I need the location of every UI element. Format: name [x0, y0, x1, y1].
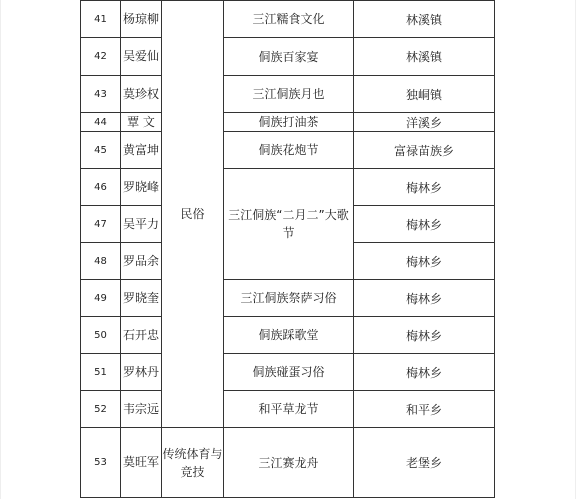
row-number: 42 — [81, 38, 121, 76]
table-row — [81, 38, 495, 76]
table-row — [81, 391, 495, 428]
township: 洋溪乡 — [354, 113, 495, 132]
inheritor-name: 杨琼柳 — [121, 1, 162, 38]
heritage-item: 三江侗族月也 — [224, 76, 354, 113]
table-row — [81, 428, 495, 498]
inheritor-name: 黄富坤 — [121, 132, 162, 169]
heritage-item: 侗族打油茶 — [224, 113, 354, 132]
township: 梅林乡 — [354, 317, 495, 354]
category-cell: 传统体育与竞技 — [162, 428, 224, 498]
inheritor-name: 覃 文 — [121, 113, 162, 132]
township: 林溪镇 — [354, 38, 495, 76]
row-number: 41 — [81, 1, 121, 38]
table-row — [81, 1, 495, 38]
inheritor-name: 罗林丹 — [121, 354, 162, 391]
row-number: 48 — [81, 243, 121, 280]
heritage-item: 三江侗族“二月二”大歌节 — [224, 169, 354, 280]
township: 梅林乡 — [354, 280, 495, 317]
inheritor-name: 罗晓奎 — [121, 280, 162, 317]
township: 老堡乡 — [354, 428, 495, 498]
township: 富禄苗族乡 — [354, 132, 495, 169]
township: 独峒镇 — [354, 76, 495, 113]
row-number: 45 — [81, 132, 121, 169]
row-number: 47 — [81, 206, 121, 243]
heritage-item: 三江糯食文化 — [224, 1, 354, 38]
table-row — [81, 113, 495, 132]
inheritor-name: 罗品余 — [121, 243, 162, 280]
inheritor-name: 莫旺军 — [121, 428, 162, 498]
table-row — [81, 354, 495, 391]
table-row — [81, 76, 495, 113]
heritage-item: 侗族花炮节 — [224, 132, 354, 169]
heritage-item: 三江赛龙舟 — [224, 428, 354, 498]
table-row — [81, 132, 495, 169]
row-number: 50 — [81, 317, 121, 354]
inheritor-name: 吴平力 — [121, 206, 162, 243]
left-page-edge — [0, 0, 1, 499]
heritage-item: 侗族碰蛋习俗 — [224, 354, 354, 391]
row-number: 52 — [81, 391, 121, 428]
row-number: 49 — [81, 280, 121, 317]
row-number: 46 — [81, 169, 121, 206]
heritage-item: 侗族踩歌堂 — [224, 317, 354, 354]
row-number: 51 — [81, 354, 121, 391]
table-row — [81, 280, 495, 317]
heritage-item: 和平草龙节 — [224, 391, 354, 428]
row-number: 44 — [81, 113, 121, 132]
township: 梅林乡 — [354, 206, 495, 243]
heritage-inheritors-table — [80, 0, 495, 498]
township: 梅林乡 — [354, 354, 495, 391]
table-row — [81, 317, 495, 354]
inheritor-name: 罗晓峰 — [121, 169, 162, 206]
heritage-item: 三江侗族祭萨习俗 — [224, 280, 354, 317]
inheritor-name: 韦宗远 — [121, 391, 162, 428]
township: 和平乡 — [354, 391, 495, 428]
row-number: 43 — [81, 76, 121, 113]
heritage-item: 侗族百家宴 — [224, 38, 354, 76]
inheritor-name: 吴爱仙 — [121, 38, 162, 76]
table-row — [81, 169, 495, 206]
township: 林溪镇 — [354, 1, 495, 38]
row-number: 53 — [81, 428, 121, 498]
inheritor-name: 石开忠 — [121, 317, 162, 354]
township: 梅林乡 — [354, 243, 495, 280]
inheritor-name: 莫珍权 — [121, 76, 162, 113]
category-cell: 民俗 — [162, 1, 224, 428]
township: 梅林乡 — [354, 169, 495, 206]
